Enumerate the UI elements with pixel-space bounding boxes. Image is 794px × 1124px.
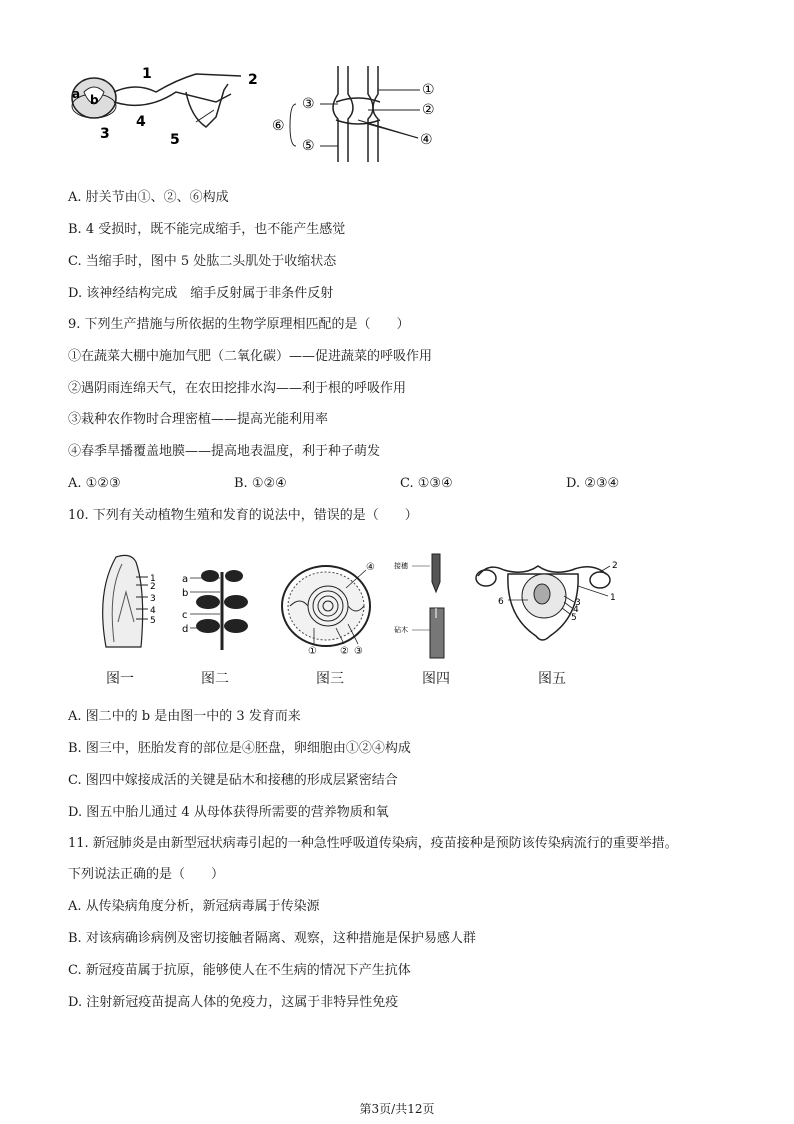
joint-label-2: ② [422, 102, 435, 118]
label-5: 5 [170, 132, 180, 148]
fig3-label-3: ③ [354, 646, 363, 657]
q9-stem: 9. 下列生产措施与所依据的生物学原理相匹配的是（ ） [68, 317, 410, 332]
fig2-label-d: d [182, 624, 189, 635]
q11-stem-line-1: 11. 新冠肺炎是由新型冠状病毒引起的一种急性呼吸道传染病，疫苗接种是预防该传染病流行的重要举措。 [68, 836, 678, 851]
q9-item-4: ④春季旱播覆盖地膜——提高地表温度，利于种子萌发 [68, 444, 381, 459]
q11-option-b: B. 对该病确诊病例及密切接触者隔离、观察，这种措施是保护易感人群 [68, 931, 476, 946]
caption-figure-2: 图二 [201, 671, 229, 687]
fig4-label-scion: 接穗 [394, 562, 408, 570]
q11-option-a: A. 从传染病角度分析，新冠病毒属于传染源 [68, 899, 320, 914]
caption-figure-1: 图一 [106, 671, 134, 687]
label-4: 4 [136, 114, 146, 130]
caption-figure-4: 图四 [422, 671, 450, 687]
joint-label-3: ③ [302, 96, 315, 112]
label-1: 1 [142, 66, 152, 82]
q10-option-a: A. 图二中的 b 是由图一中的 3 发育而来 [68, 709, 301, 724]
q11-stem-line-2: 下列说法正确的是（ ） [68, 867, 225, 882]
reflex-arc-figure [66, 62, 266, 152]
q11-option-d: D. 注射新冠疫苗提高人体的免疫力，这属于非特异性免疫 [68, 995, 399, 1010]
joint-label-6: ⑥ [272, 118, 285, 134]
q9-option-c: C. ①③④ [400, 476, 453, 491]
caption-figure-3: 图三 [316, 671, 344, 687]
fig1-label-1: 1 [150, 574, 156, 584]
fig1-label-3: 3 [150, 594, 156, 604]
q8-option-d: D. 该神经结构完成 缩手反射属于非条件反射 [68, 286, 334, 301]
fig3-label-2: ② [340, 646, 349, 657]
fig5-label-4: 4 [573, 605, 579, 615]
joint-label-5: ⑤ [302, 138, 315, 154]
fig5-label-3: 3 [575, 598, 581, 608]
label-3: 3 [100, 126, 110, 142]
figure-3-egg [276, 558, 386, 658]
label-2: 2 [248, 72, 258, 88]
fig5-label-5: 5 [571, 613, 577, 623]
q10-option-c: C. 图四中嫁接成活的关键是砧木和接穗的形成层紧密结合 [68, 773, 398, 788]
fig5-label-2: 2 [612, 561, 618, 571]
q10-stem: 10. 下列有关动植物生殖和发育的说法中，错误的是（ ） [68, 508, 418, 523]
figure-5-uterus [468, 556, 628, 646]
fig5-label-1: 1 [610, 593, 616, 603]
joint-label-4: ④ [420, 132, 433, 148]
q8-option-b: B. 4 受损时，既不能完成缩手，也不能产生感觉 [68, 222, 346, 237]
figure-2-plant [180, 562, 260, 652]
fig2-label-a: a [182, 574, 189, 585]
joint-figure [268, 64, 448, 164]
q9-option-a: A. ①②③ [68, 476, 121, 491]
fig2-label-c: c [182, 610, 188, 621]
figure-4-grafting [392, 552, 462, 662]
label-a: a [72, 87, 81, 101]
q9-item-2: ②遇阴雨连绵天气，在农田挖排水沟——利于根的呼吸作用 [68, 381, 407, 396]
figure-1-seed [96, 552, 166, 652]
fig3-label-4: ④ [366, 562, 375, 573]
q8-option-c: C. 当缩手时，图中 5 处肱二头肌处于收缩状态 [68, 254, 337, 269]
q9-item-1: ①在蔬菜大棚中施加气肥（二氧化碳）——促进蔬菜的呼吸作用 [68, 349, 433, 364]
fig1-label-4: 4 [150, 606, 156, 616]
q9-option-d: D. ②③④ [566, 476, 620, 491]
fig5-label-6: 6 [498, 597, 504, 607]
caption-figure-5: 图五 [538, 671, 566, 687]
fig2-label-b: b [182, 588, 189, 599]
fig1-label-2: 2 [150, 582, 156, 592]
q11-option-c: C. 新冠疫苗属于抗原，能够使人在不生病的情况下产生抗体 [68, 963, 411, 978]
q8-option-a: A. 肘关节由①、②、⑥构成 [68, 190, 229, 205]
fig1-label-5: 5 [150, 616, 156, 626]
q10-option-b: B. 图三中，胚胎发育的部位是④胚盘，卵细胞由①②④构成 [68, 741, 411, 756]
q9-option-b: B. ①②④ [234, 476, 287, 491]
fig4-label-rootstock: 砧木 [394, 626, 408, 634]
page-footer: 第3页/共12页 [359, 1102, 435, 1116]
joint-label-1: ① [422, 82, 435, 98]
q10-option-d: D. 图五中胎儿通过 4 从母体获得所需要的营养物质和氧 [68, 805, 389, 820]
fig3-label-1: ① [308, 646, 317, 657]
q9-item-3: ③栽种农作物时合理密植——提高光能利用率 [68, 412, 329, 427]
label-b: b [90, 93, 99, 107]
